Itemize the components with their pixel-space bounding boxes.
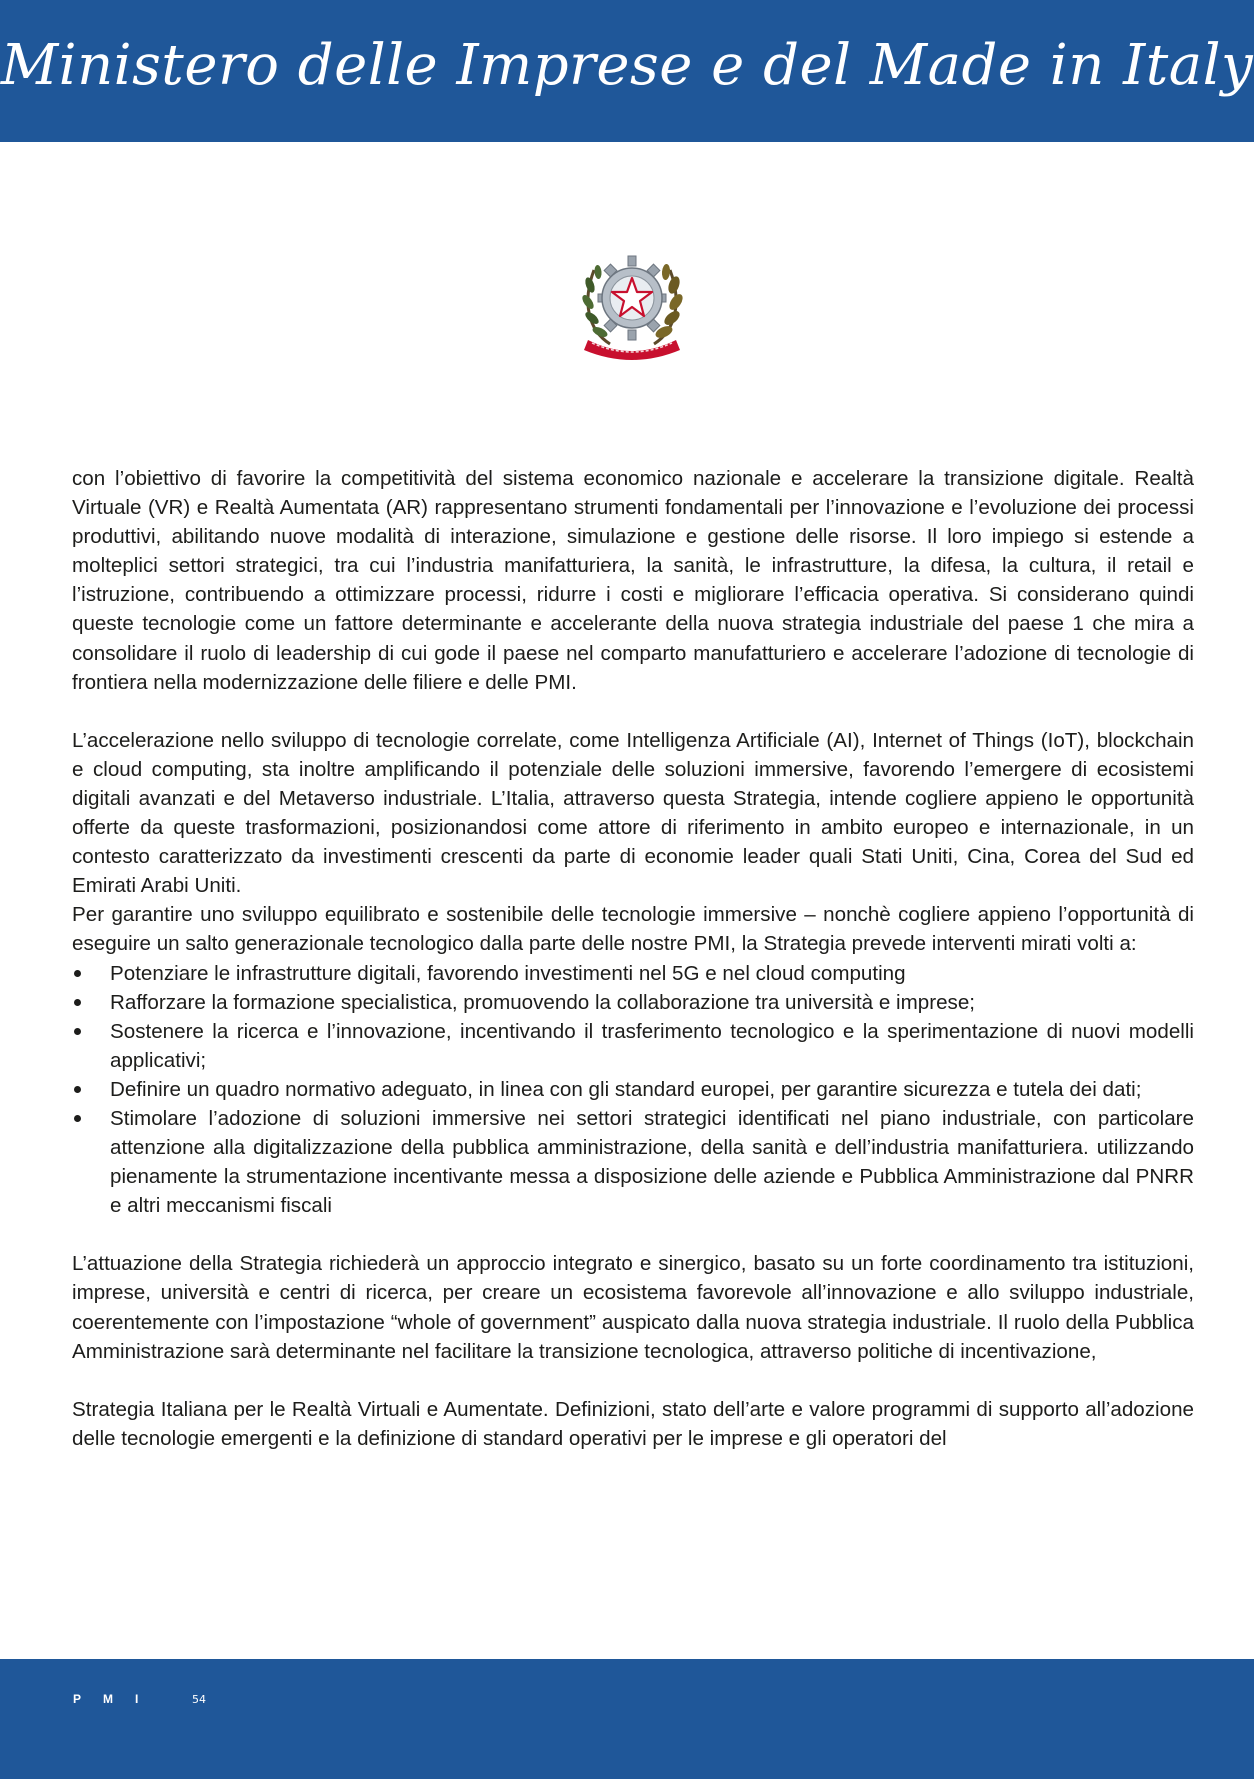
footer-section-label: PMI xyxy=(73,1692,161,1706)
paragraph-4: L’attuazione della Strategia richiederà un approccio integrato e sinergico, basato su un forte coordinamento tra istituzioni, imprese, università e centri di ricerca, per creare un ecosistema favorevole all’innovazione e allo sviluppo industriale, coerentemente con l’impostazione “whole of government” auspicato dalla nuova strategia industriale. Il ruolo della Pubblica Amministrazione sarà determinante nel facilitare la transizione tecnologica, attraverso politiche di incentivazione, xyxy=(72,1252,1194,1363)
footer-band xyxy=(0,1659,1254,1779)
list-item-text: Definire un quadro normativo adeguato, in linea con gli standard europei, per garantire sicurezza e tutela dei dati; xyxy=(110,1077,1142,1101)
paragraph-2: L’accelerazione nello sviluppo di tecnologie correlate, come Intelligenza Artificiale (AI), Internet of Things (IoT), blockchain e cloud computing, sta inoltre amplificando il potenziale delle soluzioni immersive, favorendo l’emergere di ecosistemi digitali avanzati e del Metaverso industriale. L’Italia, attraverso questa Strategia, intende cogliere appieno le opportunità offerte da queste trasformazioni, posizionandosi come attore di riferimento in ambito europeo e internazionale, in un contesto caratterizzato da investimenti crescenti da parte di economie leader quali Stati Uniti, Cina, Corea del Sud ed Emirati Arabi Uniti. xyxy=(72,728,1194,898)
page-number: 54 xyxy=(192,1693,206,1706)
list-item-text: Sostenere la ricerca e l’innovazione, incentivando il trasferimento tecnologico e la sperimentazione di nuovi modelli applicativi; xyxy=(110,1019,1194,1072)
paragraph-1: con l’obiettivo di favorire la competitività del sistema economico nazionale e accelerare la transizione digitale. Realtà Virtuale (VR) e Realtà Aumentata (AR) rappresentano strumenti fondamentali per l’innovazione e l’evoluzione dei processi produttivi, abilitando nuove modalità di interazione, simulazione e gestione delle risorse. Il loro impiego si estende a molteplici settori strategici, tra cui l’industria manifatturiera, la sanità, le infrastrutture, la difesa, la cultura, il retail e l’istruzione, contribuendo a ottimizzare processi, ridurre i costi e migliorare l’efficacia operativa. Si considerano quindi queste tecnologie come un fattore determinante e accelerante della nuova strategia industriale del paese 1 che mira a consolidare il ruolo di leadership di cui gode il paese nel comparto manufatturiero e accelerare l’adozione di tecnologie di frontiera nella modernizzazione delle filiere e delle PMI. xyxy=(72,467,1194,694)
paragraph-5: Strategia Italiana per le Realtà Virtuali e Aumentate. Definizioni, stato dell’arte e valore programmi di supporto all’adozione delle tecnologie emergenti e la definizione di standard operativi per le imprese e gli operatori del xyxy=(72,1397,1194,1450)
list-item xyxy=(72,1017,1194,1075)
list-item-text: Rafforzare la formazione specialistica, promuovendo la collaborazione tra università e imprese; xyxy=(110,990,975,1014)
list-item xyxy=(72,1104,1194,1220)
ministry-title: Ministero delle Imprese e del Made in Italy xyxy=(0,33,1254,98)
list-item-text: Potenziare le infrastrutture digitali, favorendo investimenti nel 5G e nel cloud computing xyxy=(110,961,906,985)
list-item xyxy=(72,959,1194,988)
list-item xyxy=(72,1075,1194,1104)
intervention-list xyxy=(72,959,1194,1221)
paragraph-3: Per garantire uno sviluppo equilibrato e sostenibile delle tecnologie immersive – nonchè cogliere appieno l’opportunità di eseguire un salto generazionale tecnologico dalla parte delle nostre PMI, la Strategia prevede interventi mirati volti a: xyxy=(72,903,1194,956)
italian-republic-emblem-icon xyxy=(580,240,684,362)
list-item-text: Stimolare l’adozione di soluzioni immersive nei settori strategici identificati nel piano industriale, con particolare attenzione alla digitalizzazione della pubblica amministrazione, della sanità e dell’industria manifatturiera. utilizzando pienamente la strumentazione incentivante messa a disposizione delle aziende e Pubblica Amministrazione dal PNRR e altri meccanismi fiscali xyxy=(110,1106,1194,1218)
article-body xyxy=(72,464,1194,1453)
list-item xyxy=(72,988,1194,1017)
